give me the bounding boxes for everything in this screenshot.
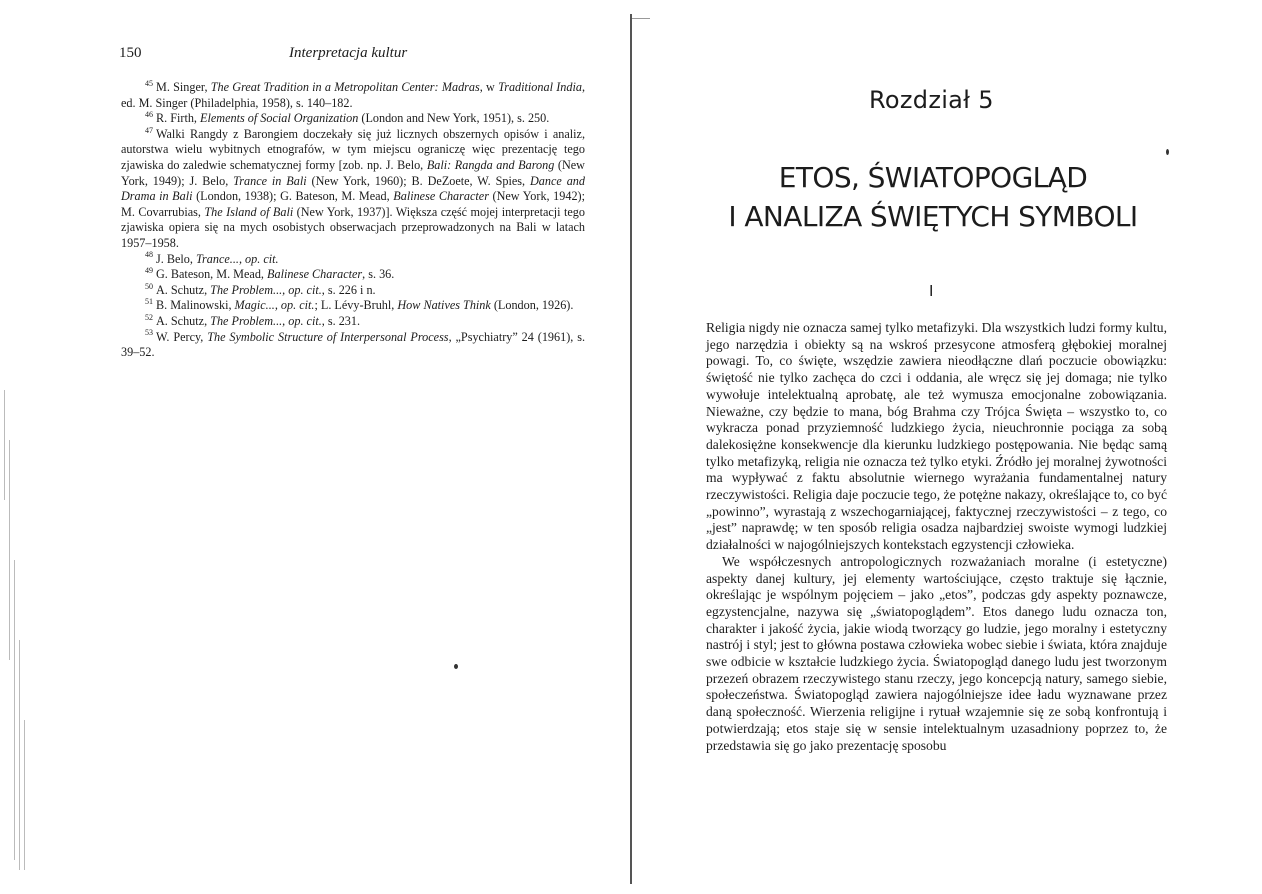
- footnote: [121, 80, 585, 111]
- chapter-title: [700, 158, 1166, 236]
- paragraph-1: Religia nigdy nie oznacza samej tylko metafizyki. Dla wszystkich ludzi formy kultu, jego narzędzia i obiekty są na wskroś przesycone atmosferą głębokiej moralnej powagi. To, co święte, wszędzie zawiera nieodłączne dlań poczucie obowiązku: świętość nie tylko zachęca do czci i oddania, ale wręcz się jej domaga; nie tylko wywołuje intelektualną aprobatę, ale też wymusza emocjonalne zobowiązania. Nieważne, czy będzie to mana, bóg Brahma czy Trójca Święta – wszystko to, co wykracza ponad przyziemność ludzkiego życia, nieuchronnie pociąga za sobą dalekosiężne konsekwencje dla kierunku ludzkiego postępowania. Nie będąc samą tylko metafizyką, religia nie oznacza też tylko etyki. Źródło jej moralnej żywotności ma wypływać z faktu absolutnie wiernego wyrażania fundamentalnej natury rzeczywistości. Religia daje poczucie tego, że potężne nakazy, określające to, co być „powinno”, wyrastają z wszechogarniającej, faktycznej rzeczywistości – z tego, co „jest” naprawdę; w ten sposób religia osadza najbardziej swoiste wymogi ludzkiej działalności w najogólniejszych kontekstach egzystencji człowieka.: [706, 320, 1167, 553]
- footnote: [121, 298, 585, 314]
- footnote-text: A. Schutz, The Problem..., op. cit., s. 226 i n.: [156, 282, 376, 297]
- footnote-text: Walki Rangdy z Barongiem doczekały się już licznych obszernych opisów i analiz, autorstwa wielu wybitnych etnografów, w tym miejscu ograniczę więc prezentację tego zjawiska do zaledwie schematycznej formy [zob. np. J. Belo, Bali: Rangda and Barong (New York, 1949); J. Belo, Trance in Bali (New York, 1960); B. DeZoete, W. Spies, Dance and Drama in Bali (London, 1938); G. Bateson, M. Mead, Balinese Character (New York, 1942); M. Covarrubias, The Island of Bali (New York, 1937)]. Większa część mojej interpretacji tego zjawiska opiera się na mych osobistych obserwacjach przeprowadzonych na Bali w latach 1957–1958.: [121, 126, 586, 250]
- footnote-number: 53: [145, 328, 153, 338]
- paragraph-2: We współczesnych antropologicznych rozważaniach moralne (i estetyczne) aspekty danej kultury, jej elementy wartościujące, często traktuje się łącznie, określając je wspólnym pojęciem – jako „etos”, podczas gdy aspekty poznawcze, egzystencjalne, nazywa się „światopoglądem”. Etos danego ludu oznacza ton, charakter i jakość życia, jakie wiodą tworzący go ludzie, jego moralny i estetyczny nastrój i styl; jest to główna postawa człowieka wobec siebie i świata, która znajduje swe odbicie w kształcie ludzkiego życia. Światopogląd danego ludu jest tworzonym przezeń obrazem rzeczywistego stanu rzeczy, jego koncepcją natury, samego siebie, społeczeństwa. Światopogląd zawiera najogólniejsze idee ładu wyznawane przez daną społeczność. Wierzenia religijne i rytuał wzajemnie się ze sobą konfrontują i potwierdzają; etos staje się w sensie intelektualnym uzasadniony poprzez to, że przedstawia się go jako prezentację sposobu: [706, 553, 1167, 753]
- footnote-text: B. Malinowski, Magic..., op. cit.; L. Lévy-Bruhl, How Natives Think (London, 1926).: [156, 298, 574, 313]
- footnote: [121, 111, 585, 127]
- footnote-text: W. Percy, The Symbolic Structure of Interpersonal Process, „Psychiatry” 24 (1961), s. 39–52.: [121, 329, 585, 360]
- footnote-number: 46: [145, 110, 153, 120]
- footnote-text: R. Firth, Elements of Social Organization (London and New York, 1951), s. 250.: [156, 111, 550, 126]
- scan-margin-noise: [0, 380, 40, 880]
- footnote-text: A. Schutz, The Problem..., op. cit., s. 231.: [156, 313, 361, 328]
- footnote-number: 45: [145, 78, 153, 88]
- footnotes-block: [121, 80, 585, 361]
- footnote: [121, 252, 585, 268]
- running-title: Interpretacja kultur: [289, 45, 408, 61]
- section-number: I: [929, 282, 934, 300]
- footnote-number: 48: [145, 250, 153, 260]
- footnote: [121, 267, 585, 283]
- footnote: [121, 330, 585, 361]
- footnote-text: J. Belo, Trance..., op. cit.: [156, 251, 279, 266]
- footnote-number: 47: [145, 125, 153, 135]
- book-spine: [626, 14, 636, 884]
- scan-speck: [1166, 149, 1169, 155]
- left-page: [0, 0, 628, 894]
- spine-line: [630, 14, 632, 884]
- footnote-text: G. Bateson, M. Mead, Balinese Character, s. 36.: [156, 267, 395, 282]
- footnote: [121, 314, 585, 330]
- footnote: [121, 283, 585, 299]
- footnote-number: 52: [145, 312, 153, 322]
- page-number: 150: [119, 45, 142, 61]
- footnote-number: 50: [145, 281, 153, 291]
- body-text: [706, 320, 1167, 754]
- footnote-number: 49: [145, 266, 153, 276]
- chapter-label: Rozdział 5: [869, 86, 994, 114]
- footnote-number: 51: [145, 297, 153, 307]
- footnote: [121, 127, 585, 252]
- scan-speck: [454, 664, 458, 669]
- chapter-title-line-1: ETOS, ŚWIATOPOGLĄD: [778, 161, 1088, 194]
- chapter-title-line-2: I ANALIZA ŚWIĘTYCH SYMBOLI: [728, 200, 1138, 233]
- footnote-text: M. Singer, The Great Tradition in a Metropolitan Center: Madras, w Traditional India, ed. M. Singer (Philadelphia, 1958), s. 140–182.: [121, 80, 585, 110]
